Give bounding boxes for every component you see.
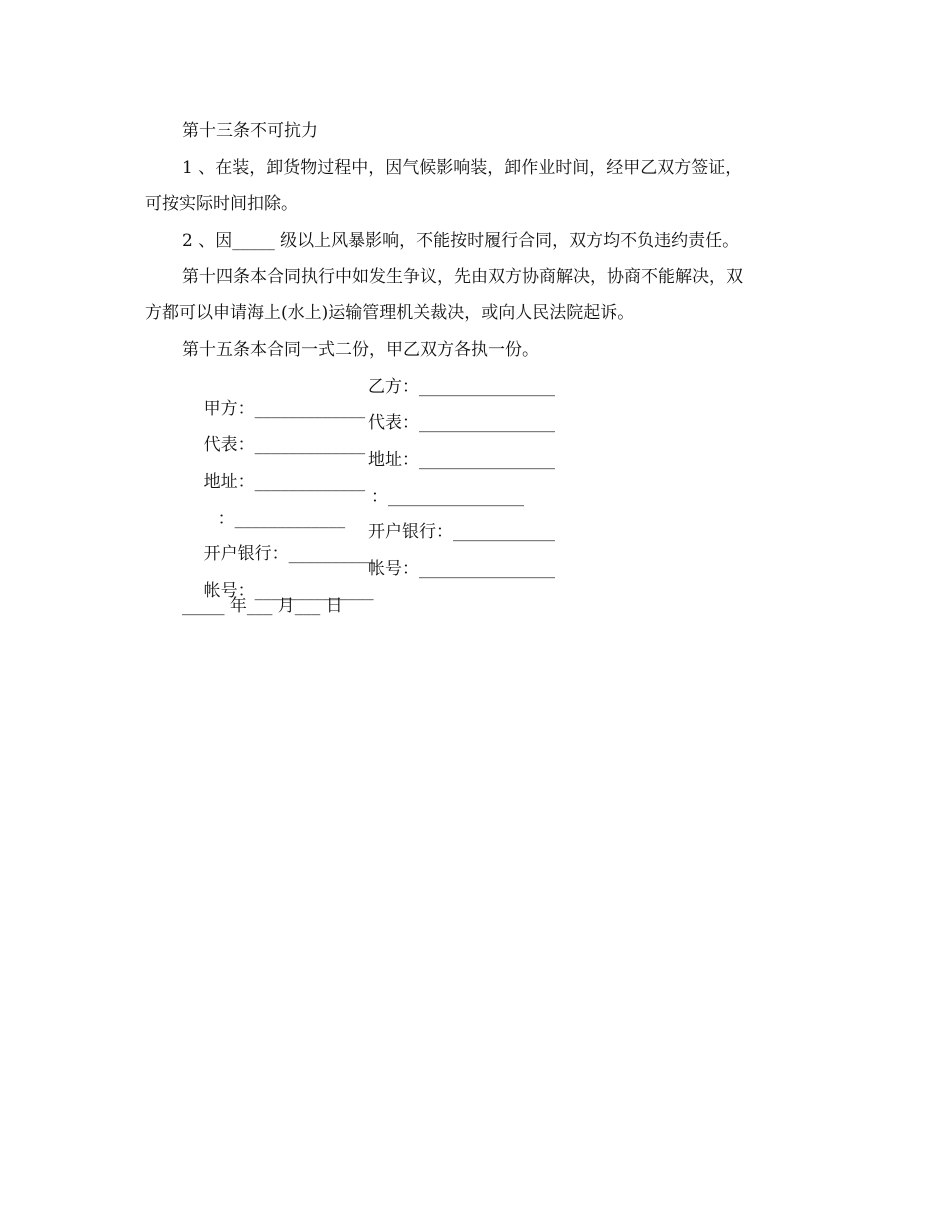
article15: 第十五条本合同一式二份，甲乙双方各执一份。 [182, 340, 539, 360]
bank-a-field: 开户银行：__________ [203, 544, 374, 564]
rep-b-field: 代表：________________ [368, 413, 555, 433]
party-b-field: 乙方：________________ [368, 377, 555, 397]
blank-b-field: ：________________ [371, 487, 524, 507]
blank-a-field: ：_____________ [217, 509, 346, 529]
signature-date: _____ 年___ 月___ 日 [182, 596, 343, 616]
rep-a-field: 代表：_____________ [203, 435, 366, 455]
addr-a-field: 地址：_____________ [203, 472, 366, 492]
addr-b-field: 地址：________________ [368, 450, 555, 470]
account-b-field: 帐号：________________ [368, 559, 555, 579]
article13-title: 第十三条不可抗力 [182, 121, 318, 141]
article13-item1-line1: 1 、在装，卸货物过程中，因气候影响装，卸作业时间，经甲乙双方签证， [182, 158, 743, 178]
account-a-field: 帐号：______________ [203, 581, 374, 601]
article13-item2: 2 、因_____ 级以上风暴影响，不能按时履行合同，双方均不负违约责任。 [182, 231, 740, 251]
party-a-field: 甲方：_____________ [203, 399, 366, 419]
article14-line1: 第十四条本合同执行中如发生争议，先由双方协商解决，协商不能解决，双 [182, 267, 743, 287]
article13-item1-line2: 可按实际时间扣除。 [145, 194, 298, 214]
bank-b-field: 开户银行：____________ [368, 522, 555, 542]
article14-line2: 方都可以申请海上(水上)运输管理机关裁决，或向人民法院起诉。 [145, 303, 635, 323]
